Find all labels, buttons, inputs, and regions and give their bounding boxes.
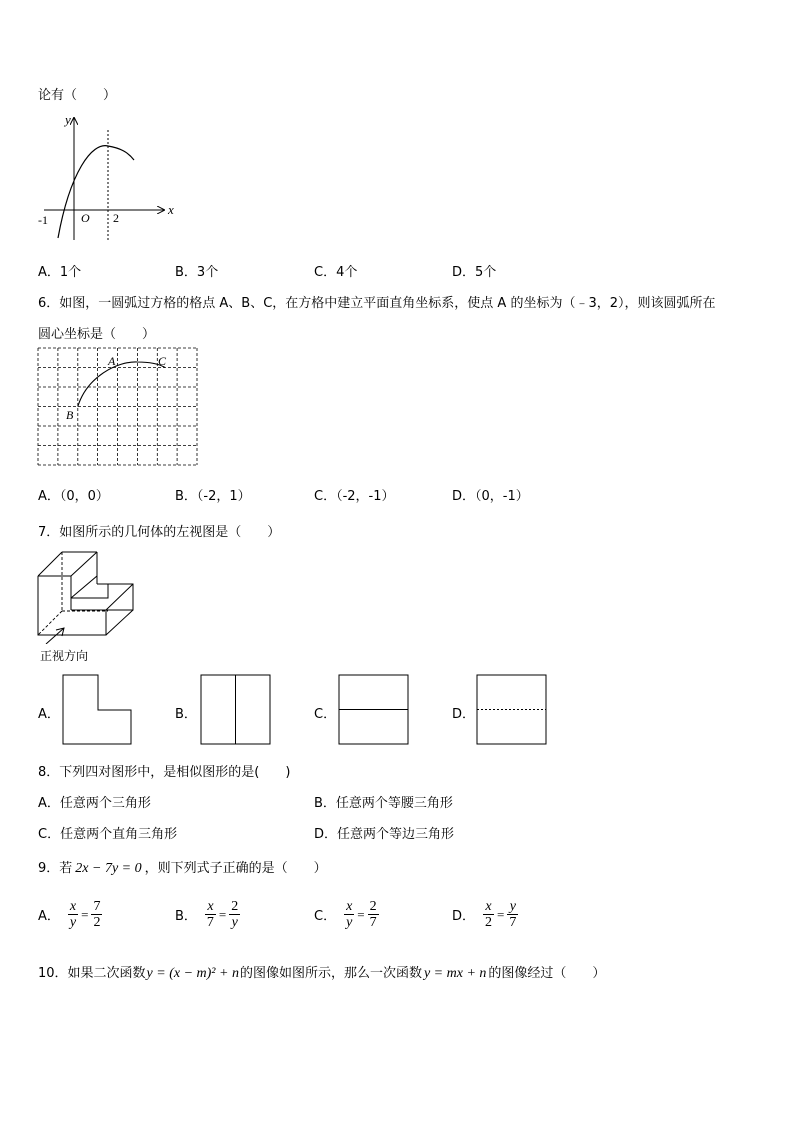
q5-option-b: B．3个 [175, 265, 219, 280]
q10-middle: 的图像如图所示，那么一次函数 [239, 966, 422, 981]
q9-equation: 2x − 7y = 0 [75, 861, 142, 876]
q6-option-d: D．（0，-1） [452, 489, 529, 504]
q7-option-a-letter: A． [38, 707, 60, 722]
q9-option-d: D． $\frac{x}{2}$ = $\frac{y}{7}$ [452, 899, 517, 930]
q9-stem [38, 857, 327, 877]
q5-option-c: C．4个 [314, 265, 358, 280]
front-view-direction-label: 正视方向 [40, 649, 89, 663]
q9-option-b-right-fraction: $\frac{2}{y}$ [231, 899, 239, 930]
q5-parabola-graph [34, 112, 184, 242]
q7-option-c-split-square [338, 674, 409, 745]
solid-front-faces [71, 576, 133, 635]
q7-option-d-letter: D． [452, 707, 476, 722]
point-c-label: C [158, 354, 167, 368]
q8-stem: 8．下列四对图形中，是相似图形的是( ) [38, 765, 291, 780]
q7-stem: 7．如图所示的几何体的左视图是（ ） [38, 525, 281, 540]
q5-option-a: A．1个 [38, 265, 82, 280]
q9-option-a: A． $\frac{x}{y}$ = $\frac{7}{2}$ [38, 899, 101, 930]
q9-option-a-left-fraction: $\frac{x}{y}$ [69, 899, 77, 930]
q9-suffix: ，则下列式子正确的是（ ） [144, 861, 327, 876]
q7-solid-figure [36, 548, 140, 644]
tick-neg-1: -1 [38, 213, 48, 227]
tick-2: 2 [113, 211, 119, 225]
q8-option-c: C．任意两个直角三角形 [38, 827, 178, 842]
origin-label: O [81, 211, 90, 225]
q9-option-d-letter: D． [452, 909, 476, 924]
q8-option-b: B．任意两个等腰三角形 [314, 796, 453, 811]
q8-option-d: D．任意两个等边三角形 [314, 827, 455, 842]
circle-arc [78, 362, 165, 407]
q9-option-c-letter: C． [314, 909, 337, 924]
q10-quadratic: y = (x − m)² + n [146, 966, 239, 981]
q6-stem-line2: 圆心坐标是（ ） [38, 327, 156, 342]
y-axis-label: y [65, 112, 71, 127]
q6-option-b: B．（-2，1） [175, 489, 251, 504]
q9-option-d-left-fraction: $\frac{x}{2}$ [485, 899, 493, 930]
q8-option-a: A．任意两个三角形 [38, 796, 151, 811]
q9-option-a-letter: A． [38, 909, 60, 924]
q10-prefix: 10．如果二次函数 [38, 966, 146, 981]
q5-option-d: D．5个 [452, 265, 497, 280]
q10-suffix: 的图像经过（ ） [488, 966, 606, 981]
q7-option-a-l-shape [62, 674, 132, 745]
q7-option-b-split-square [200, 674, 271, 745]
q7-option-c-letter: C． [314, 707, 337, 722]
q7-option-b-letter: B． [175, 707, 197, 722]
q6-option-c: C．（-2，-1） [314, 489, 395, 504]
q9-option-a-right-fraction: $\frac{7}{2}$ [93, 899, 101, 930]
point-a-label: A [108, 354, 116, 368]
q9-option-c: C． $\frac{x}{y}$ = $\frac{2}{7}$ [314, 899, 377, 930]
q9-option-b-left-fraction: $\frac{x}{7}$ [206, 899, 214, 930]
q6-stem-line1: 6．如图，一圆弧过方格的格点 A、B、C，在方格中建立平面直角坐标系，使点 A 的坐标为（﹣3，2），则该圆弧所在 [38, 296, 716, 311]
q9-prefix: 9．若 [38, 861, 73, 876]
q10-linear: y = mx + n [423, 966, 487, 981]
view-direction-arrow [46, 628, 64, 644]
x-axis-label: x [168, 202, 174, 217]
q7-option-d-dashed-square [476, 674, 547, 745]
q9-option-c-left-fraction: $\frac{x}{y}$ [346, 899, 353, 930]
parabola-curve [58, 146, 134, 238]
q5-stem-tail: 论有（ ） [38, 88, 117, 103]
q9-option-b: B． $\frac{x}{7}$ = $\frac{2}{y}$ [175, 899, 239, 930]
point-b-label: B [66, 408, 74, 422]
q10-stem [38, 962, 605, 982]
q9-option-b-letter: B． [175, 909, 197, 924]
q6-option-a: A．（0，0） [38, 489, 109, 504]
q6-grid-figure [37, 347, 199, 469]
q9-option-c-right-fraction: $\frac{2}{7}$ [369, 899, 377, 930]
q9-option-d-right-fraction: $\frac{y}{7}$ [509, 899, 517, 930]
